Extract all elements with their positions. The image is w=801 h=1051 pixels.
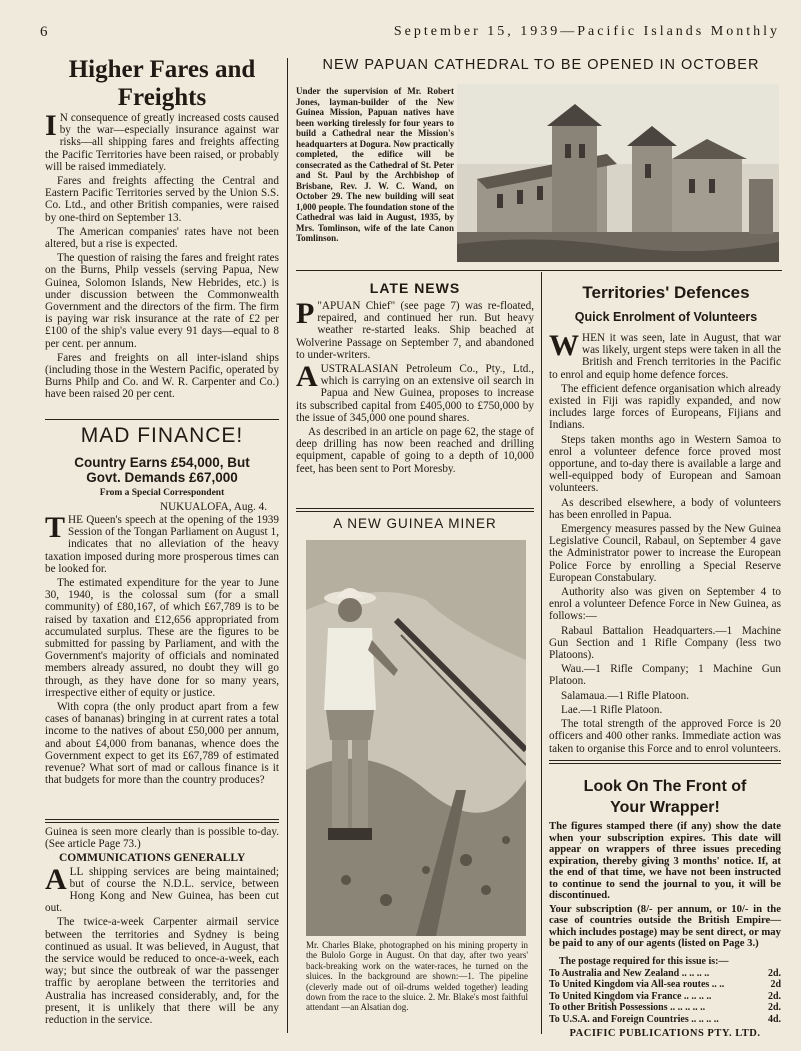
- postage-destination: To U.S.A. and Foreign Countries .. .. .. ..: [549, 1013, 719, 1025]
- comm-p1: LL shipping services are being maintained; but of course the N.D.L. service, between Hong Kong and New Guinea, has been cut out.: [45, 865, 279, 915]
- defences-drop-cap: W: [549, 332, 579, 362]
- page-number: 6: [40, 24, 48, 40]
- fares-drop-cap: I: [45, 112, 57, 142]
- cathedral-image: [457, 84, 779, 262]
- mad-p1: HE Queen's speech at the opening of the 1939 Session of the Tongan Parliament on August 1, indicates that no alleviation of the heavy taxation imposed during more prosperous times can be looked for.: [45, 514, 279, 575]
- postage-row: [549, 1002, 781, 1014]
- postage-rows: [549, 968, 781, 1026]
- defences-p9: Salamaua.—1 Rifle Platoon.: [561, 689, 690, 702]
- double-divider: [549, 760, 781, 764]
- late-news-article: [296, 300, 534, 505]
- postage-destination: To United Kingdom via All-sea routes .. ..: [549, 979, 725, 990]
- defences-article: [549, 332, 781, 754]
- byline: From a Special Correspondent: [99, 488, 225, 498]
- defences-p11: The total strength of the approved Force is 20 officers and 400 other ranks. Immediate action was taken to organise this Force and to enrol volunteers.: [549, 718, 781, 754]
- miner-headline: A NEW GUINEA MINER: [333, 516, 497, 531]
- postage-rate: 2d.: [767, 1002, 781, 1013]
- column-rule: [287, 58, 288, 1033]
- double-divider: [45, 819, 279, 823]
- communications-heading: COMMUNICATIONS GENERALLY: [59, 852, 246, 865]
- postage-destination: To Australia and New Zealand .. .. .. ..: [549, 967, 710, 979]
- wrapper-p1: The figures stamped there (if any) show the date when your subscription expires. This date will appear on wrappers of three issues preceding expiration, thereby giving 3 months' notice. If, at the end of that time, we have not been instructed to continue to send the journal to you, it will be discontinued.: [549, 821, 781, 901]
- fares-headline-line2: Freights: [117, 84, 207, 111]
- postage-rate: 2d.: [767, 967, 781, 979]
- column-rule: [541, 272, 542, 1034]
- divider: [45, 419, 279, 420]
- divider: [296, 270, 782, 271]
- defences-p8: Wau.—1 Rifle Company; 1 Machine Gun Platoon.: [549, 663, 781, 688]
- postage-row: [549, 991, 781, 1003]
- page-header: [40, 20, 780, 48]
- fares-headline: [44, 56, 280, 112]
- comm-lead: Guinea is seen more clearly than is possible to-day. (See article Page 73.): [45, 826, 279, 851]
- wrapper-headline-line2: Your Wrapper!: [610, 799, 720, 816]
- cathedral-photo: [457, 84, 779, 262]
- fares-p1: N consequence of greatly increased costs caused by the war—especially insurance against war risks—all shipping fares and freights affecting the Pacific Territories have been raised, or probably will be raised immediately.: [45, 112, 279, 173]
- mad-p2: The estimated expenditure for the year to June 30, 1940, is the colossal sum (for a small community) of £80,167, of which £67,789 is to be raised by taxation and £12,656 appropriated from accumulated surplus. These are the figures to be submitted for passing by Parliament, and with the Government's majority of officials and nominated members already assured, no doubt they will go through, as they have done for so many years, irrespective either of equity or justice.: [45, 577, 279, 699]
- postage-destination: To other British Possessions .. .. .. .. ..: [549, 1002, 706, 1013]
- defences-headline: Territories' Defences: [582, 283, 750, 302]
- wrapper-notice: [549, 821, 781, 954]
- cathedral-caption: Under the supervision of Mr. Robert Jones, layman-builder of the New Guinea Mission, Papuan natives have been working tirelessly for four years to build a Cathedral near the Mission's headquarters at Dogura. Now practically completed, the edifice will be consecrated as the Cathedral of St. Peter and St. Paul by the Archbishop of Brisbane, Rev. J. W. C. Wand, on October 29. The new building will seat 1,000 people. The foundation stone of the Cathedral was laid in August, 1935, by Mrs. Tomlinson, wife of the late Canon Tomlinson.: [296, 86, 454, 243]
- defences-p7: Rabaul Battalion Headquarters.—1 Machine Gun Section and 1 Rifle Company (less two Platoons).: [549, 624, 781, 662]
- postage-table: [549, 956, 781, 1039]
- fares-headline-line1: Higher Fares and: [68, 56, 256, 83]
- postage-destination: To United Kingdom via France .. .. .. ..: [549, 990, 712, 1002]
- miner-photo: [306, 540, 526, 936]
- late-news-headline: LATE NEWS: [369, 280, 461, 296]
- mad-finance-headline: MAD FINANCE!: [80, 424, 244, 447]
- fares-p3: The American companies' rates have not been altered, but a rise is expected.: [45, 225, 279, 251]
- miner-caption: Mr. Charles Blake, photographed on his mining property in the Bulolo Gorge in August. On that day, after two years' back-breaking work on the water-races, he turned on the sluices. In the background are shown:—1. The pipeline (cleverly made out of oil-drums welded together) leading down from the race to the sluice. 2. Mr. Blake's most faithful attendant —an Alsatian dog.: [306, 940, 528, 1013]
- communications-article: [45, 826, 279, 1026]
- fares-p2: Fares and freights affecting the Central and Eastern Pacific Territories served by the Union S.S. Co. Ltd., and other British companies, were raised by one-third on September 13.: [45, 175, 279, 224]
- postage-row: [549, 1014, 781, 1026]
- defences-p3: Steps taken months ago in Western Samoa to enrol a volunteer defence force proved most opportune, and to-day there is available a large and well-equipped body of European and Samoan volunteers.: [549, 433, 781, 495]
- postage-rate: 4d.: [767, 1013, 781, 1025]
- defences-subhead: Quick Enrolment of Volunteers: [574, 310, 758, 324]
- comm-drop-cap: A: [45, 862, 67, 896]
- postage-rate: 2d.: [767, 990, 781, 1002]
- running-head: September 15, 1939—Pacific Islands Monthly: [393, 24, 780, 39]
- double-divider: [296, 508, 534, 512]
- defences-p1: HEN it was seen, late in August, that war was likely, urgent steps were taken in all the British and French territories in the Pacific to enrol and equip home defence forces.: [549, 332, 781, 381]
- defences-p6: Authority also was given on September 4 to enrol a volunteer Defence Force in New Guinea, as follows:—: [549, 586, 781, 623]
- wrapper-headline-line1: Look On The Front of: [583, 778, 747, 795]
- mad-subhead-line2: Govt. Demands £67,000: [86, 470, 238, 485]
- mad-finance-article: [45, 514, 279, 816]
- defences-p5: Emergency measures passed by the New Guinea Legislative Council, Rabaul, on September 4 gave the Administrator power to increase the European Police Force by enrolling a Special Reserve European Constabulary.: [549, 523, 781, 584]
- defences-p4: As described elsewhere, a body of volunteers has been enrolled in Papua.: [549, 496, 781, 521]
- postage-row: [549, 968, 781, 980]
- mad-finance-subhead: [45, 455, 279, 485]
- fares-article: [45, 112, 279, 412]
- postage-intro: The postage required for this issue is:—: [559, 956, 729, 967]
- dateline: NUKUALOFA, Aug. 4.: [159, 501, 267, 513]
- defences-p2: The efficient defence organisation which already existed in Fiji was rapidly expanded, and now includes large forces of Europeans, Fijians and Indians.: [549, 382, 781, 432]
- mad-drop-cap: T: [45, 514, 66, 544]
- mad-subhead-line1: Country Earns £54,000, But: [74, 455, 250, 470]
- late-drop-cap-p: P: [296, 300, 315, 330]
- mad-p3: With copra (the only product apart from a few cases of bananas) bringing in at current rates a total income to the natives of about £50,000 per annum, and about £4,000 from bananas, whence does the Government expect to get its £67,789 of estimated revenue? What sort of mad or callous finance is it that budgets for more than the country produces?: [45, 701, 279, 787]
- fares-p5: Fares and freights on all inter-island ships (including those in the Western Pacific, operated by Burns Philp and Co. and W. R. Carpenter and Co.) have been raised 20 per cent.: [45, 351, 279, 401]
- miner-image: [306, 540, 526, 936]
- late-p1: "APUAN Chief" (see page 7) was re-floated, repaired, and continued her run. But heavy weather re-started leaks. Ship beached at Wolverine Passage on September 7, and abandoned to under-writers.: [296, 300, 534, 361]
- postage-row: [549, 979, 781, 991]
- wrapper-p2: Your subscription (8/- per annum, or 10/- in the case of countries outside the British Empire—which includes postage) may be sent direct, or may be paid to any of our agents (listed on Page 3.): [549, 902, 781, 949]
- postage-rate: 2d: [770, 979, 781, 990]
- cathedral-headline: NEW PAPUAN CATHEDRAL TO BE OPENED IN OCTOBER: [322, 57, 760, 73]
- late-p3: As described in an article on page 62, the stage of deep drilling has now been reached and drilling equipment, capable of going to a depth of 10,000 feet, has been sent to Port Moresby.: [296, 426, 534, 475]
- publisher-name: PACIFIC PUBLICATIONS PTY. LTD.: [569, 1028, 761, 1039]
- comm-p2: The twice-a-week Carpenter airmail service between the territories and Sydney is being continued as usual. It was believed, in August, that the service would be reduced to once-a-week, each way; but since the outbreak of war the passenger traffic by aeroplane between the territories and Australia has increased considerably, and, for the present, it is unlikely that there will be any reduction in the service.: [45, 916, 279, 1026]
- late-drop-cap-a: A: [296, 360, 318, 394]
- defences-p10: Lae.—1 Rifle Platoon.: [561, 703, 663, 716]
- wrapper-headline: [549, 776, 781, 818]
- late-p2: USTRALASIAN Petroleum Co., Pty., Ltd., which is carrying on an extensive oil search in Papua and New Guinea, proposes to increase its subscribed capital from £405,000 to £750,000 by the issue of 345,000 one pound shares.: [296, 363, 534, 424]
- fares-p4: The question of raising the fares and freight rates on the Burns, Philp vessels (serving Papua, New Guinea, Solomon Islands, New Hebrides, etc.) is under discussion between the Commonwealth Government and the directors of the firm. The firm is paying war risk insurance at the rate of £2 per £100 of the ship's value every 91 days—equal to 8 per cent. per annum.: [45, 252, 279, 350]
